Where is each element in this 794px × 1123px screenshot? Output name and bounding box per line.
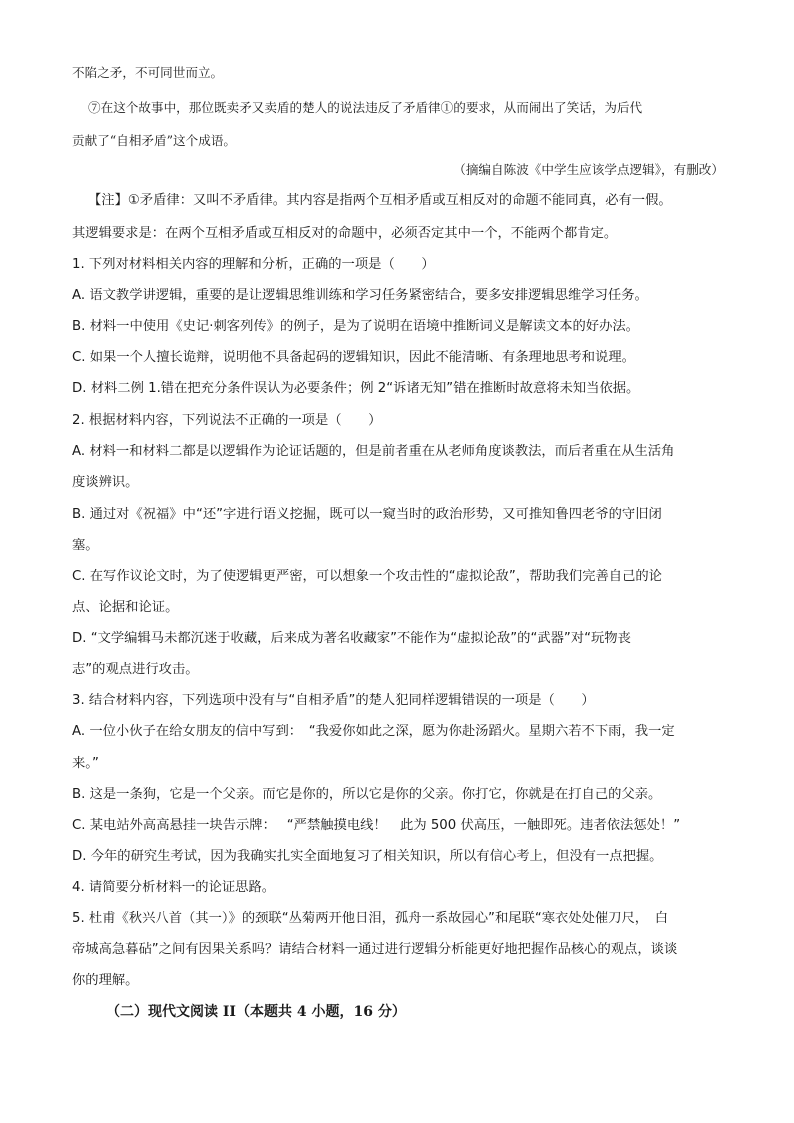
question-5-line: 帝城高急暮砧”之间有因果关系吗？请结合材料一通过进行逻辑分析能更好地把握作品核心的观点，谈谈: [72, 942, 678, 957]
question-2-option-a-cont: 度谈辨识。: [72, 475, 139, 490]
question-3-option-a: A. 一位小伙子在给女朋友的信中写到： “我爱你如此之深，愿为你赴汤蹈火。星期六若不下雨，我一定: [72, 724, 675, 739]
footnote-line: 【注】①矛盾律：又叫不矛盾律。其内容是指两个互相矛盾或互相反对的命题不能同真，必有一假。: [88, 193, 672, 208]
passage-line: 不陷之矛，不可同世而立。: [72, 65, 224, 80]
question-2-option-c-cont: 点、论据和论证。: [72, 600, 179, 615]
question-3-option-b: B. 这是一条狗，它是一个父亲。而它是你的，所以它是你的父亲。你打它，你就是在打自己的父亲。: [72, 787, 662, 802]
question-2-stem: 2. 根据材料内容，下列说法不正确的一项是（ ）: [72, 413, 382, 428]
passage-line: ⑦在这个故事中，那位既卖矛又卖盾的楚人的说法违反了矛盾律①的要求，从而闹出了笑话，为后代: [88, 100, 643, 115]
question-4-stem: 4. 请简要分析材料一的论证思路。: [72, 880, 276, 895]
question-1-option-c: C. 如果一个人擅长诡辩，说明他不具备起码的逻辑知识，因此不能清晰、有条理地思考和说理。: [72, 350, 635, 365]
question-3-option-c: C. 某电站外高高悬挂一块告示牌： “严禁触摸电线！ 此为 500 伏高压，一触即死。违者依法惩处！”: [72, 818, 681, 833]
question-3-option-d: D. 今年的研究生考试，因为我确实扎实全面地复习了相关知识，所以有信心考上，但没有一点把握。: [72, 849, 663, 864]
question-2-option-c: C. 在写作议论文时，为了使逻辑更严密，可以想象一个攻击性的“虚拟论敌”，帮助我们完善自己的论: [72, 569, 662, 584]
question-2-option-a: A. 材料一和材料二都是以逻辑作为论证话题的，但是前者重在从老师角度谈教法，而后者重在从生活角: [72, 444, 675, 459]
footnote-line: 其逻辑要求是：在两个互相矛盾或互相反对的命题中，必须否定其中一个，不能两个都肯定。: [72, 226, 618, 241]
passage-line: 贡献了“自相矛盾”这个成语。: [72, 133, 237, 148]
question-1-option-b: B. 材料一中使用《史记·刺客列传》的例子，是为了说明在语境中推断词义是解读文本的好办法。: [72, 319, 639, 334]
question-2-option-d: D. “文学编辑马未都沉迷于收藏，后来成为著名收藏家”不能作为“虚拟论敌”的“武器”对“玩物丧: [72, 631, 631, 646]
question-1-option-a: A. 语文教学讲逻辑，重要的是让逻辑思维训练和学习任务紧密结合，要多安排逻辑思维学习任务。: [72, 288, 648, 303]
question-1-stem: 1. 下列对材料相关内容的理解和分析，正确的一项是（ ）: [72, 257, 435, 272]
section-heading: （二）现代文阅读 II（本题共 4 小题，16 分）: [106, 1004, 406, 1020]
question-2-option-b: B. 通过对《祝福》中“还”字进行语义挖掘，既可以一窥当时的政治形势，又可推知鲁四老爷的守旧闭: [72, 507, 662, 522]
question-3-stem: 3. 结合材料内容，下列选项中没有与“自相矛盾”的楚人犯同样逻辑错误的一项是（ ）: [72, 693, 595, 708]
question-5-line: 5. 杜甫《秋兴八首（其一）》的颈联“丛菊两开他日泪，孤舟一系故园心”和尾联“寒衣处处催刀尺， 白: [72, 911, 669, 926]
question-1-option-d: D. 材料二例 1.错在把充分条件误认为必要条件；例 2“诉诸无知”错在推断时故意将未知当依据。: [72, 381, 640, 396]
question-5-line: 你的理解。: [72, 973, 139, 988]
passage-source: （摘编自陈波《中学生应该学点逻辑》，有删改）: [453, 162, 724, 177]
question-3-option-a-cont: 来。”: [72, 756, 99, 771]
question-2-option-b-cont: 塞。: [72, 538, 99, 553]
question-2-option-d-cont: 志”的观点进行攻击。: [72, 662, 199, 677]
